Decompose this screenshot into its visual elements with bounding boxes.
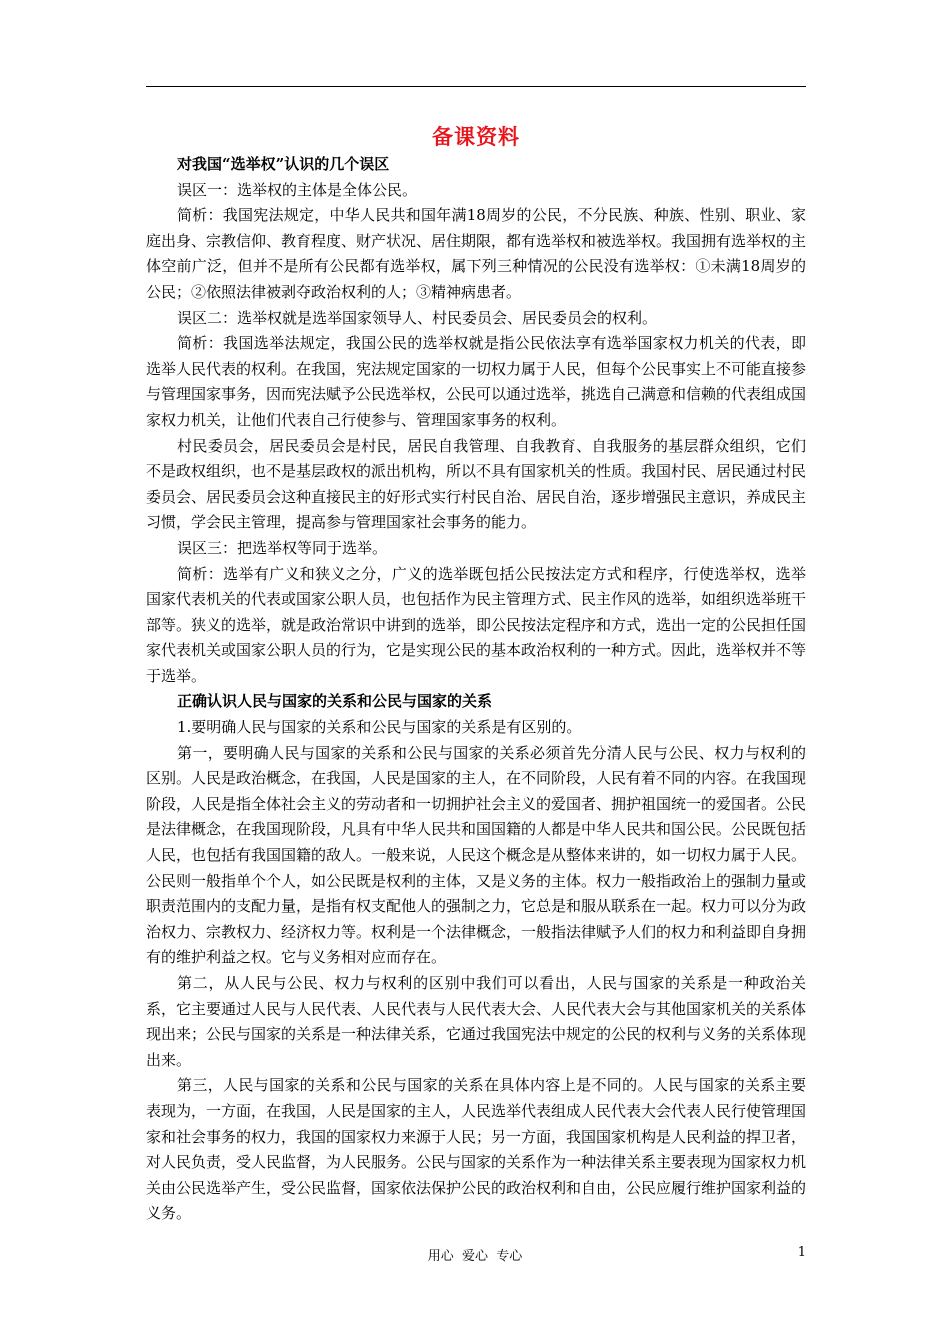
footer-slogan: 用心 爱心 专心 [427,1249,523,1264]
paragraph: 误区三：把选举权等同于选举。 [177,538,388,557]
document-title: 备课资料 [432,124,520,149]
paragraph: 第二，从人民与公民、权力与权利的区别中我们可以看出，人民与国家的关系是一种政治关系，它主要通过人民与人民代表、人民代表与人民代表大会、人民代表大会与其他国家机关的关系体现出来；公民与国家的关系是一种法律关系，它通过我国宪法中规定的公民的权利与义务的关系体现出来。 [146,974,807,1069]
paragraph: 1.要明确人民与国家的关系和公民与国家的关系是有区别的。 [177,718,582,737]
section-heading-people-state: 正确认识人民与国家的关系和公民与国家的关系 [177,692,493,711]
paragraph: 第一，要明确人民与国家的关系和公民与国家的关系必须首先分清人民与公民、权力与权利的区别。人民是政治概念，在我国，人民是国家的主人，在不同阶段，人民有着不同的内容。在我国现阶段，人民是指全体社会主义的劳动者和一切拥护社会主义的爱国者、拥护祖国统一的爱国者。公民是法律概念，在我国现阶段，凡具有中华人民共和国国籍的人都是中华人民共和国公民。公民既包括人民，也包括有我国国籍的敌人。一般来说，人民这个概念是从整体来讲的，如一切权力属于人民。公民则一般指单个个人，如公民既是权利的主体，又是义务的主体。权力一般指政治上的强制力量或职责范围内的支配力量，是指有权支配他人的强制之力，它总是和服从联系在一起。权力可以分为政治权力、宗教权力、经济权力等。权利是一个法律概念，一般指法律赋予人们的权力和利益即自身拥有的维护利益之权。它与义务相对应而存在。 [146,743,807,967]
paragraph: 简析：我国宪法规定，中华人民共和国年满18周岁的公民，不分民族、种族、性别、职业、家庭出身、宗教信仰、教育程度、财产状况、居住期限，都有选举权和被选举权。我国拥有选举权的主体空前广泛，但并不是所有公民都有选举权，属下列三种情况的公民没有选举权：①未满18周岁的公民；②依照法律被剥夺政治权利的人；③精神病患者。 [146,206,807,301]
section-heading-election-rights: 对我国“选举权”认识的几个误区 [177,155,390,173]
paragraph: 误区一：选举权的主体是全体公民。 [177,180,418,199]
paragraph: 简析：我国选举法规定，我国公民的选举权就是指公民依法享有选举国家权力机关的代表，即选举人民代表的权利。在我国，宪法规定国家的一切权力属于人民，但每个公民事实上不可能直接参与管理国家事务，因而宪法赋予公民选举权，公民可以通过选举，挑选自己满意和信赖的代表组成国家权力机关，让他们代表自己行使参与、管理国家事务的权利。 [146,334,807,429]
page-number: 1 [797,1245,806,1260]
paragraph: 误区二：选举权就是选举国家领导人、村民委员会、居民委员会的权利。 [177,308,658,327]
paragraph: 村民委员会，居民委员会是村民，居民自我管理、自我教育、自我服务的基层群众组织，它们不是政权组织，也不是基层政权的派出机构，所以不具有国家机关的性质。我国村民、居民通过村民委员会、居民委员会这种直接民主的好形式实行村民自治、居民自治，逐步增强民主意识，养成民主习惯，学会民主管理，提高参与管理国家社会事务的能力。 [146,436,807,532]
document-body [146,122,806,1227]
paragraph: 第三，人民与国家的关系和公民与国家的关系在具体内容上是不同的。人民与国家的关系主要表现为，一方面，在我国，人民是国家的主人，人民选举代表组成人民代表大会代表人民行使管理国家和社会事务的权力，我国的国家权力来源于人民；另一方面，我国国家机构是人民利益的捍卫者，对人民负责，受人民监督，为人民服务。公民与国家的关系作为一种法律关系主要表现为国家权力机关由公民选举产生，受公民监督，国家依法保护公民的政治权利和自由，公民应履行维护国家利益的义务。 [146,1076,807,1223]
header-rule [146,86,806,87]
paragraph: 简析：选举有广义和狭义之分，广义的选举既包括公民按法定方式和程序，行使选举权，选举国家代表机关的代表或国家公职人员，也包括作为民主管理方式、民主作风的选举，如组织选举班干部等。狭义的选举，就是政治常识中讲到的选举，即公民按法定程序和方式，选出一定的公民担任国家代表机关或国家公职人员的行为，它是实现公民的基本政治权利的一种方式。因此，选举权并不等于选举。 [146,564,807,685]
